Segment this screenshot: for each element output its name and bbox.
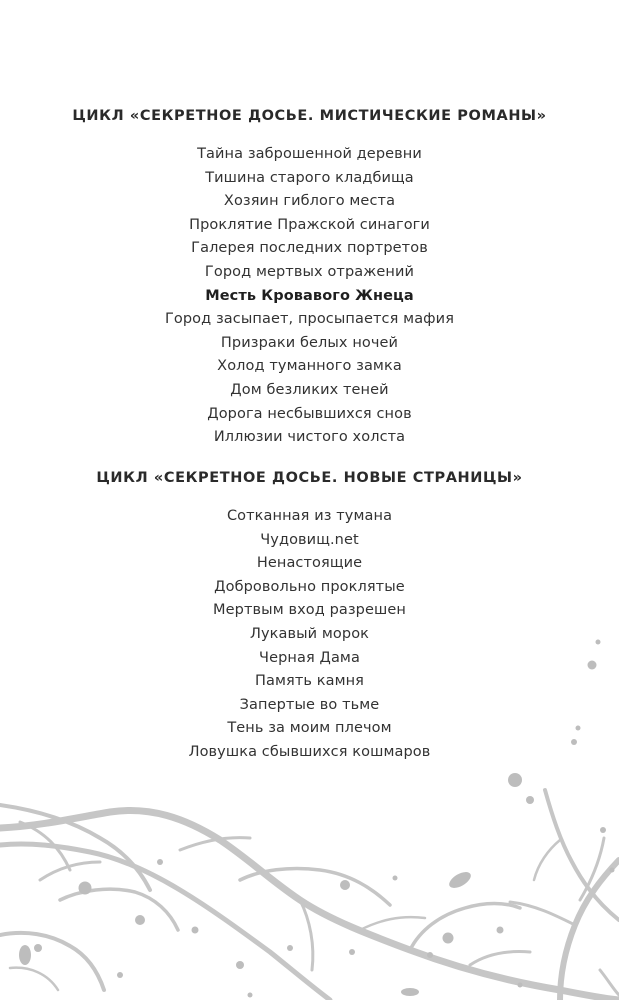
book-title: Тень за моим плечом	[227, 720, 392, 737]
book-title: Город мертвых отражений	[204, 263, 415, 280]
book-title: Дорога несбывшихся снов	[207, 405, 412, 422]
book-title: Память камня	[254, 673, 365, 690]
book-title: Тишина старого кладбища	[205, 169, 414, 186]
book-title: Добровольно проклятые	[214, 578, 405, 595]
book-title: Черная Дама	[259, 649, 360, 666]
book-list	[0, 143, 619, 450]
book-title: Холод туманного замка	[217, 358, 402, 375]
book-title: Запертые во тьме	[239, 696, 380, 713]
series-title: ЦИКЛ «СЕКРЕТНОЕ ДОСЬЕ. НОВЫЕ СТРАНИЦЫ»	[96, 470, 523, 486]
book-title: Хозяин гиблого места	[223, 193, 396, 210]
series-title: ЦИКЛ «СЕКРЕТНОЕ ДОСЬЕ. МИСТИЧЕСКИЕ РОМАНЫ»	[72, 108, 547, 124]
book-title: Галерея последних портретов	[191, 240, 428, 257]
book-title: Проклятие Пражской синагоги	[189, 216, 430, 233]
book-title: Тайна заброшенной деревни	[197, 146, 422, 162]
book-title: Чудовищ.net	[260, 531, 359, 548]
book-title: Ловушка сбывшихся кошмаров	[188, 743, 431, 760]
ink-splatter-branches-icon	[0, 620, 619, 1000]
series-mystic-novels	[0, 106, 619, 450]
book-title: Сотканная из тумана	[226, 508, 393, 524]
book-title: Город засыпает, просыпается мафия	[164, 311, 455, 328]
book-title: Лукавый морок	[249, 625, 370, 642]
book-title: Призраки белых ночей	[220, 334, 399, 351]
book-title-current: Месть Кровавого Жнеца	[205, 287, 414, 304]
book-title: Ненастоящие	[256, 555, 363, 572]
book-title: Мертвым вход разрешен	[213, 602, 406, 619]
book-title: Дом безликих теней	[230, 381, 389, 398]
book-title: Иллюзии чистого холста	[213, 429, 406, 446]
